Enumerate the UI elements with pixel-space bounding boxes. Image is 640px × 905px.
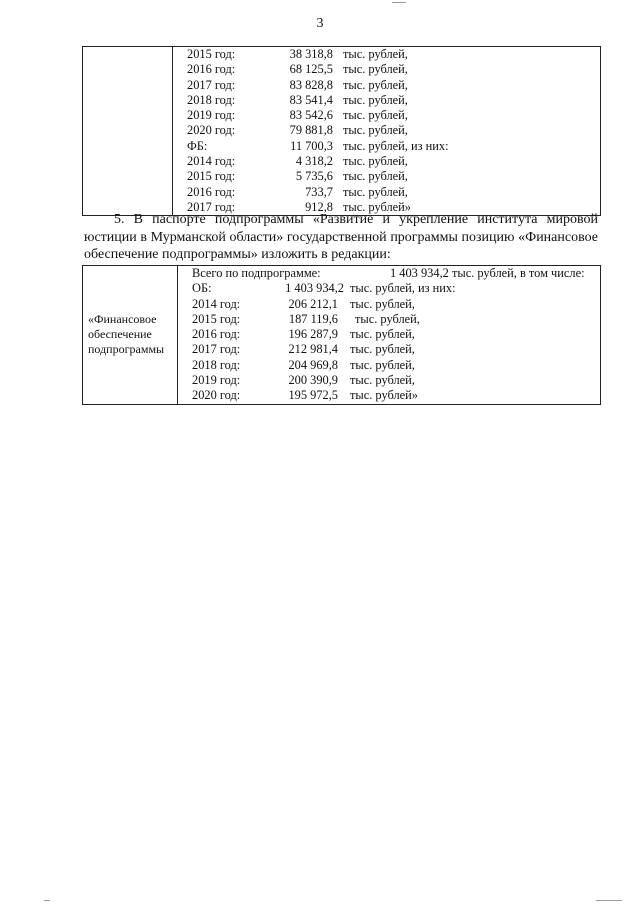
subprogram-values-cell bbox=[178, 266, 601, 405]
amendment-paragraph-text: 5. В паспорте подпрограммы «Развитие и укрепление института мировой юстиции в Мурманской области» государственной программы позицию «Финансовое обеспечение подпрограммы» изложить в редакции: bbox=[84, 212, 598, 262]
table-row: ФБ: 11 700,3 тыс. рублей, из них: bbox=[187, 138, 449, 153]
amendment-paragraph bbox=[84, 211, 598, 264]
financing-table-continued bbox=[82, 46, 601, 216]
table-row: 2016 год: 733,7 тыс. рублей, bbox=[187, 184, 408, 199]
table-row: 2019 год: 83 542,6 тыс. рублей, bbox=[187, 108, 408, 123]
subprogram-financing-table bbox=[82, 265, 601, 405]
table-row: 2015 год: 187 119,6 тыс. рублей, bbox=[192, 311, 420, 326]
table-row: 2020 год: 195 972,5 тыс. рублей» bbox=[192, 388, 419, 403]
empty-left-cell bbox=[83, 47, 173, 216]
table-row: 2014 год: 4 318,2 тыс. рублей, bbox=[187, 154, 408, 169]
table-row: 2019 год: 200 390,9 тыс. рублей, bbox=[192, 373, 415, 388]
financing-values-cell bbox=[173, 47, 601, 216]
table-row: 2020 год: 79 881,8 тыс. рублей, bbox=[187, 123, 408, 138]
scan-mark bbox=[392, 2, 406, 3]
financing-position-label: «Финансовое обеспечение подпрограммы bbox=[83, 266, 178, 405]
table-row: 2017 год: 83 828,8 тыс. рублей, bbox=[187, 77, 408, 92]
table-row: 2017 год: 912,8 тыс. рублей» bbox=[187, 199, 412, 214]
table-row: 2018 год: 83 541,4 тыс. рублей, bbox=[187, 92, 408, 107]
scan-mark bbox=[44, 900, 50, 901]
table-row: ОБ: 1 403 934,2 тыс. рублей, из них: bbox=[192, 281, 456, 296]
page-number: 3 bbox=[316, 16, 324, 31]
table-row: 2015 год: 38 318,8 тыс. рублей, bbox=[187, 47, 408, 61]
scan-mark bbox=[596, 900, 622, 901]
table-row: 2015 год: 5 735,6 тыс. рублей, bbox=[187, 169, 408, 184]
table-row: 2016 год: 196 287,9 тыс. рублей, bbox=[192, 327, 415, 342]
total-row: Всего по подпрограмме: 1 403 934,2 тыс. рублей, в том числе: bbox=[192, 266, 585, 280]
table-row: 2018 год: 204 969,8 тыс. рублей, bbox=[192, 357, 415, 372]
table-row: 2017 год: 212 981,4 тыс. рублей, bbox=[192, 342, 415, 357]
table-row: 2014 год: 206 212,1 тыс. рублей, bbox=[192, 296, 415, 311]
table-row: 2016 год: 68 125,5 тыс. рублей, bbox=[187, 62, 408, 77]
